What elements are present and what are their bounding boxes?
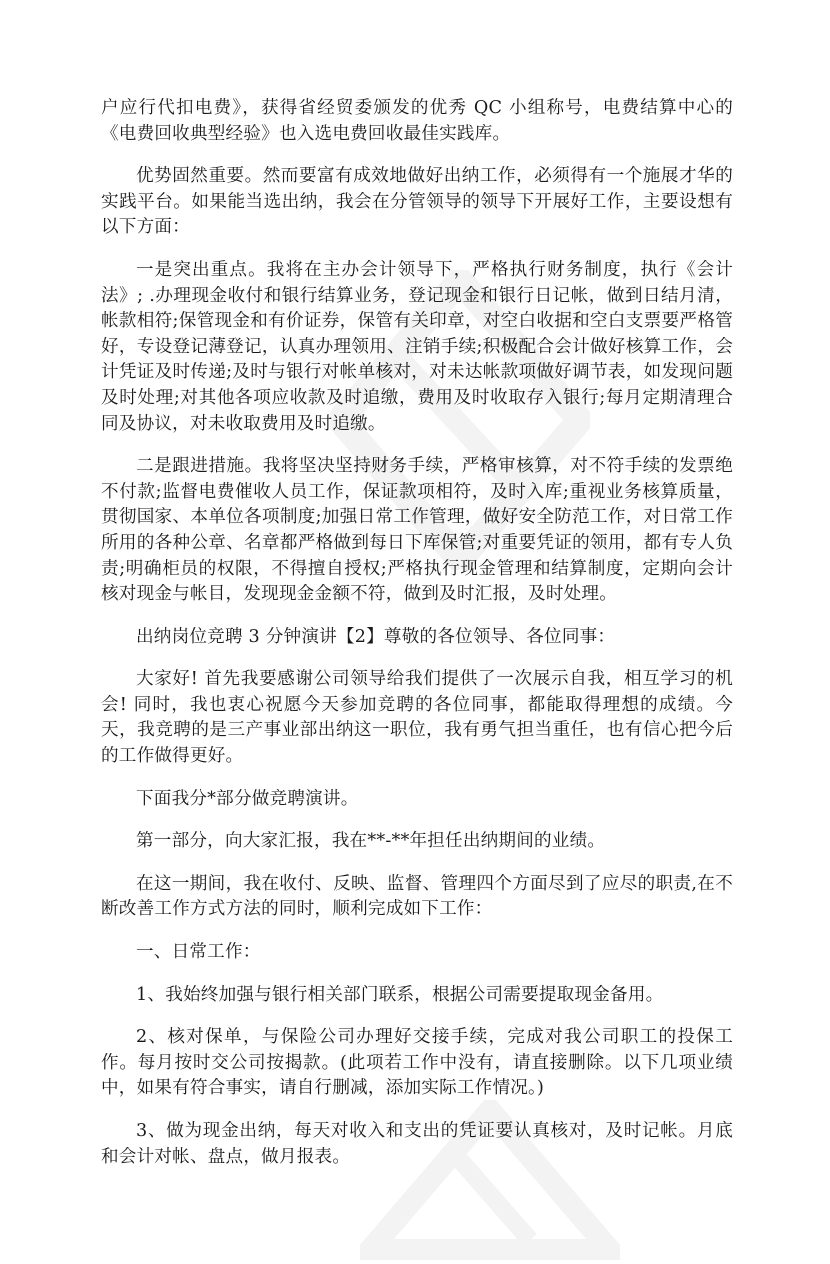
paragraph-duties: 在这一期间，我在收付、反映、监督、管理四个方面尽到了应尽的职责,在不断改善工作方式方法的同时，顺利完成如下工作： [101,873,733,920]
list-item-1: 1、我始终加强与银行相关部门联系，根据公司需要提取现金备用。 [136,984,664,1005]
section-heading-daily-work: 一、日常工作： [136,942,261,963]
paragraph-focus: 一是突出重点。我将在主办会计领导下，严格执行财务制度，执行《会计法》; .办理现金收付和银行结算业务，登记现金和银行日记帐，做到日结月清，帐款相符;保管现金和有价证券，保管有关印章，对空白收据和空白支票要严格管好，专设登记薄登记，认真办理领用、注销手续;积极配合会计做好核算工作，会计凭证及时传递;及时与银行对帐单核对，对未达帐款项做好调节表，如发现问题及时处理;对其他各项应收款及时追缴，费用及时收取存入银行;每月定期清理合同及协议，对未收取费用及时追缴。 [101,259,733,434]
paragraph-outline: 下面我分*部分做竞聘演讲。 [136,788,359,809]
speech-heading: 出纳岗位竞聘 3 分钟演讲【2】尊敬的各位领导、各位同事： [136,626,616,647]
paragraph-measures: 二是跟进措施。我将坚决坚持财务手续，严格审核算，对不符手续的发票绝不付款;监督电费催收人员工作，保证款项相符，及时入库;重视业务核算质量，贯彻国家、本单位各项制度;加强日常工作管理，做好安全防范工作，对日常工作所用的各种公章、名章都严格做到每日下库保管;对重要凭证的领用，都有专人负责;明确柜员的权限，不得擅自授权;严格执行现金管理和结算制度，定期向会计核对现金与帐目，发现现金金额不符，做到及时汇报，及时处理。 [101,456,733,605]
paragraph-continuation: 户应行代扣电费》，获得省经贸委颁发的优秀 QC 小组称号，电费结算中心的《电费回收典型经验》也入选电费回收最佳实践库。 [101,98,733,144]
paragraph-greeting: 大家好! 首先我要感谢公司领导给我们提供了一次展示自我，相互学习的机会! 同时，我也衷心祝愿今天参加竞聘的各位同事，都能取得理想的成绩。今天，我竞聘的是三产事业部出纳这一职位，我有勇气担当重任，也有信心把今后的工作做得更好。 [101,669,733,767]
paragraph-advantage: 优势固然重要。然而要富有成效地做好出纳工作，必须得有一个施展才华的实践平台。如果能当选出纳，我会在分管领导的领导下开展好工作，主要设想有以下方面： [101,166,733,238]
list-item-2: 2、核对保单，与保险公司办理好交接手续，完成对我公司职工的投保工作。每月按时交公司按揭款。(此项若工作中没有，请直接删除。以下几项业绩中，如果有符合事实，请自行删减，添加实际工作情况。) [101,1027,733,1099]
list-item-3: 3、做为现金出纳，每天对收入和支出的凭证要认真核对，及时记帐。月底和会计对帐、盘点，做月报表。 [101,1121,733,1167]
paragraph-part-one: 第一部分，向大家汇报，我在**-**年担任出纳期间的业绩。 [136,831,606,852]
document-page [101,96,733,1187]
